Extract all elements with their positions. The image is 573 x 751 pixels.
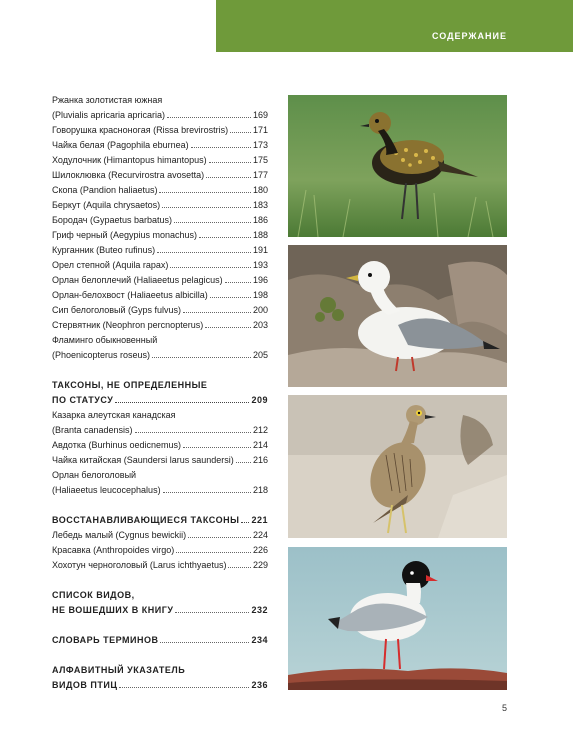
toc-spacer (52, 498, 268, 513)
toc-entry-title: (Pluvialis apricaria apricaria) (52, 110, 166, 120)
toc-dot-leader (183, 304, 251, 313)
toc-page-number: 236 (251, 680, 268, 690)
toc-entry-title: Фламинго обыкновенный (52, 335, 158, 345)
golden-plover-photo (288, 95, 507, 237)
toc-page-number: 188 (252, 230, 268, 240)
toc-entry-title: Авдотка (Burhinus oedicnemus) (52, 440, 182, 450)
toc-entry-title: СЛОВАРЬ ТЕРМИНОВ (52, 635, 159, 645)
toc-entry[interactable] (52, 348, 268, 363)
toc-entry-title: ПО СТАТУСУ (52, 395, 114, 405)
toc-entry-title: Курганник (Buteo rufinus) (52, 245, 156, 255)
toc-dot-leader (119, 679, 249, 688)
toc-dot-leader (210, 289, 251, 298)
toc-dot-leader (175, 604, 249, 613)
toc-page-number: 205 (252, 350, 268, 360)
toc-dot-leader (163, 484, 251, 493)
toc-page-number: 214 (252, 440, 268, 450)
toc-page-number: 180 (252, 185, 268, 195)
toc-page-number: 193 (252, 260, 268, 270)
toc-page-number: 216 (252, 455, 268, 465)
toc-page-number: 226 (252, 545, 268, 555)
toc-page-number: 234 (251, 635, 268, 645)
toc-spacer (52, 363, 268, 378)
toc-entry-title: НЕ ВОШЕДШИХ В КНИГУ (52, 605, 174, 615)
toc-entry[interactable] (52, 288, 268, 303)
toc-entry-title: Гриф черный (Aegypius monachus) (52, 230, 198, 240)
toc-page-number: 196 (252, 275, 268, 285)
toc-entry[interactable] (52, 483, 268, 498)
toc-entry-title: Красавка (Anthropoides virgo) (52, 545, 175, 555)
toc-entry-title: Орел степной (Aquila rapax) (52, 260, 169, 270)
toc-dot-leader (230, 124, 251, 133)
section-title: СОДЕРЖАНИЕ (431, 31, 507, 41)
toc-page-number: 229 (252, 560, 268, 570)
toc-entry-title: ВОССТАНАВЛИВАЮЩИЕСЯ ТАКСОНЫ (52, 515, 240, 525)
toc-dot-leader (191, 139, 251, 148)
toc-page-number: 218 (252, 485, 268, 495)
toc-entry-title: ВИДОВ ПТИЦ (52, 680, 118, 690)
toc-entry[interactable] (52, 318, 268, 333)
toc-entry[interactable] (52, 183, 268, 198)
toc-dot-leader (170, 259, 251, 268)
toc-entry[interactable] (52, 198, 268, 213)
toc-dot-leader (183, 439, 251, 448)
toc-section[interactable] (52, 603, 268, 618)
toc-entry[interactable] (52, 423, 268, 438)
toc-entry[interactable] (52, 258, 268, 273)
toc-page-number: 169 (252, 110, 268, 120)
toc-entry-title: Ходулочник (Himantopus himantopus) (52, 155, 207, 165)
toc-entry-title: Говорушка красноногая (Rissa brevirostris) (52, 125, 229, 135)
toc-dot-leader (152, 349, 251, 358)
toc-entry[interactable] (52, 138, 268, 153)
toc-dot-leader (188, 529, 251, 538)
toc-entry (52, 93, 268, 108)
black-headed-gull-photo (288, 547, 507, 690)
toc-section[interactable] (52, 393, 268, 408)
toc-entry-title: (Phoenicopterus roseus) (52, 350, 151, 360)
toc-entry[interactable] (52, 543, 268, 558)
page-number: 5 (501, 703, 507, 713)
toc-page-number: 171 (252, 125, 268, 135)
toc-entry-title: ТАКСОНЫ, НЕ ОПРЕДЕЛЕННЫЕ (52, 380, 208, 390)
gull-on-rocks-photo (288, 245, 507, 387)
toc-page-number: 221 (251, 515, 268, 525)
toc-dot-leader (174, 214, 251, 223)
toc-entry (52, 333, 268, 348)
toc-entry[interactable] (52, 438, 268, 453)
toc-dot-leader (236, 454, 251, 463)
toc-dot-leader (160, 634, 249, 643)
toc-entry-title: Орлан белоплечий (Haliaeetus pelagicus) (52, 275, 223, 285)
toc-entry[interactable] (52, 528, 268, 543)
toc-section[interactable] (52, 678, 268, 693)
toc-dot-leader (225, 274, 251, 283)
toc-entry-title: (Haliaeetus leucocephalus) (52, 485, 161, 495)
toc-entry-title: Орлан белоголовый (52, 470, 137, 480)
toc-page-number: 198 (252, 290, 268, 300)
toc-page-number: 232 (251, 605, 268, 615)
toc-dot-leader (176, 544, 251, 553)
table-of-contents (52, 93, 268, 693)
toc-entry (52, 468, 268, 483)
toc-dot-leader (241, 514, 249, 523)
toc-page-number: 209 (251, 395, 268, 405)
toc-entry[interactable] (52, 453, 268, 468)
toc-dot-leader (135, 424, 251, 433)
toc-entry-title: Беркут (Aquila chrysaetos) (52, 200, 161, 210)
toc-page-number: 175 (252, 155, 268, 165)
toc-entry-title: Сип белоголовый (Gyps fulvus) (52, 305, 182, 315)
toc-entry[interactable] (52, 558, 268, 573)
toc-page-number: 203 (252, 320, 268, 330)
toc-entry-title: (Branta canadensis) (52, 425, 133, 435)
toc-page-number: 186 (252, 215, 268, 225)
toc-entry-title: Хохотун черноголовый (Larus ichthyaetus) (52, 560, 227, 570)
toc-entry[interactable] (52, 303, 268, 318)
stone-curlew-photo (288, 395, 507, 538)
toc-dot-leader (157, 244, 251, 253)
toc-dot-leader (206, 169, 251, 178)
toc-entry-title: Ржанка золотистая южная (52, 95, 163, 105)
toc-entry[interactable] (52, 168, 268, 183)
toc-entry-title: Чайка китайская (Saundersi larus saundersi) (52, 455, 234, 465)
toc-entry[interactable] (52, 228, 268, 243)
toc-page-number: 173 (252, 140, 268, 150)
toc-entry-title: Лебедь малый (Cygnus bewickii) (52, 530, 187, 540)
toc-dot-leader (115, 394, 249, 403)
toc-dot-leader (228, 559, 251, 568)
toc-dot-leader (159, 184, 250, 193)
toc-dot-leader (167, 109, 251, 118)
toc-dot-leader (199, 229, 251, 238)
toc-entry (52, 408, 268, 423)
toc-spacer (52, 573, 268, 588)
toc-page-number: 183 (252, 200, 268, 210)
toc-entry-title: Орлан-белохвост (Haliaeetus albicilla) (52, 290, 208, 300)
toc-entry-title: СПИСОК ВИДОВ, (52, 590, 135, 600)
toc-dot-leader (209, 154, 251, 163)
toc-page-number: 177 (252, 170, 268, 180)
toc-entry[interactable] (52, 123, 268, 138)
toc-page-number: 212 (252, 425, 268, 435)
toc-section (52, 378, 268, 393)
header-band (216, 0, 573, 52)
toc-page-number: 224 (252, 530, 268, 540)
toc-entry[interactable] (52, 108, 268, 123)
toc-dot-leader (205, 319, 251, 328)
toc-dot-leader (162, 199, 251, 208)
toc-entry-title: Бородач (Gypaetus barbatus) (52, 215, 173, 225)
toc-section[interactable] (52, 513, 268, 528)
toc-entry[interactable] (52, 243, 268, 258)
toc-entry-title: Казарка алеутская канадская (52, 410, 176, 420)
toc-page-number: 200 (252, 305, 268, 315)
toc-entry-title: Стервятник (Neophron percnopterus) (52, 320, 204, 330)
toc-entry[interactable] (52, 153, 268, 168)
toc-entry-title: АЛФАВИТНЫЙ УКАЗАТЕЛЬ (52, 665, 186, 675)
toc-section (52, 663, 268, 678)
toc-page-number: 191 (252, 245, 268, 255)
toc-entry-title: Шилоклювка (Recurvirostra avosetta) (52, 170, 205, 180)
toc-entry[interactable] (52, 273, 268, 288)
toc-entry[interactable] (52, 213, 268, 228)
toc-spacer (52, 648, 268, 663)
toc-spacer (52, 618, 268, 633)
toc-section (52, 588, 268, 603)
toc-entry-title: Скопа (Pandion haliaetus) (52, 185, 158, 195)
toc-section[interactable] (52, 633, 268, 648)
toc-entry-title: Чайка белая (Pagophila eburnea) (52, 140, 189, 150)
